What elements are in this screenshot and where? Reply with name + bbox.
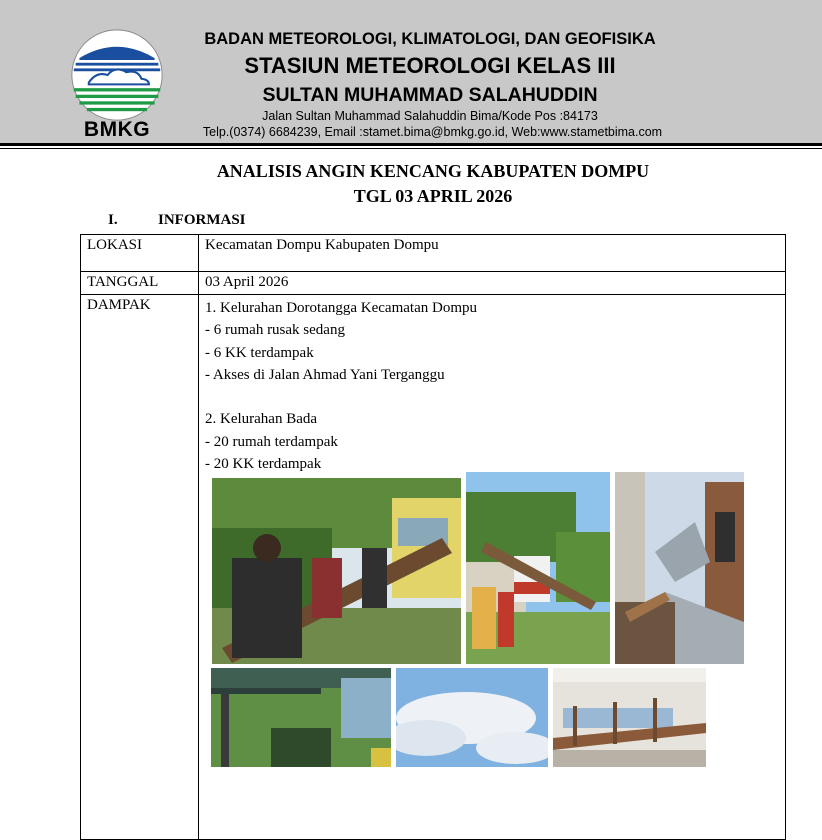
document-date-title: TGL 03 APRIL 2026 — [353, 186, 513, 206]
photo-roof-frame — [553, 668, 706, 767]
dampak-line — [205, 386, 779, 408]
section-number: I. — [108, 212, 118, 228]
contact-line: Telp.(0374) 6684239, Email :stamet.bima@bmkg.go.id, Web:www.stametbima.com — [202, 125, 663, 139]
dampak-line: - 20 KK terdampak — [205, 456, 322, 473]
photo-damaged-roof — [615, 472, 744, 664]
photo-tree-on-road — [466, 472, 610, 664]
header-divider — [0, 143, 822, 146]
airport-name: SULTAN MUHAMMAD SALAHUDDIN — [262, 84, 598, 106]
dampak-line: - 6 KK terdampak — [205, 344, 314, 361]
table-row — [81, 235, 786, 272]
photo-fallen-tree-truck — [212, 478, 461, 664]
document-title: ANALISIS ANGIN KENCANG KABUPATEN DOMPU — [216, 161, 650, 181]
table-row — [81, 272, 786, 295]
bmkg-logo-icon — [70, 28, 164, 122]
logo-text: BMKG — [83, 118, 151, 141]
photo-sky — [396, 668, 548, 767]
header-divider-thin — [0, 148, 822, 149]
tanggal-value: 03 April 2026 — [199, 272, 786, 295]
agency-name: BADAN METEOROLOGI, KLIMATOLOGI, DAN GEOFISIKA — [204, 30, 656, 48]
station-name: STASIUN METEOROLOGI KELAS III — [244, 53, 616, 78]
dampak-line: - 20 rumah terdampak — [205, 433, 338, 450]
tanggal-label: TANGGAL — [81, 272, 199, 295]
dampak-line: - Akses di Jalan Ahmad Yani Terganggu — [205, 366, 445, 383]
lokasi-value: Kecamatan Dompu Kabupaten Dompu — [199, 235, 786, 272]
letterhead — [0, 0, 822, 143]
lokasi-label: LOKASI — [81, 235, 199, 272]
dampak-label: DAMPAK — [81, 295, 199, 840]
photo-street-trees — [211, 668, 391, 767]
dampak-line: 1. Kelurahan Dorotangga Kecamatan Dompu — [205, 300, 477, 316]
section-title: INFORMASI — [158, 212, 246, 228]
address-line: Jalan Sultan Muhammad Salahuddin Bima/Kode Pos :84173 — [262, 109, 598, 123]
dampak-line: - 6 rumah rusak sedang — [205, 322, 345, 339]
dampak-line: 2. Kelurahan Bada — [205, 411, 318, 428]
